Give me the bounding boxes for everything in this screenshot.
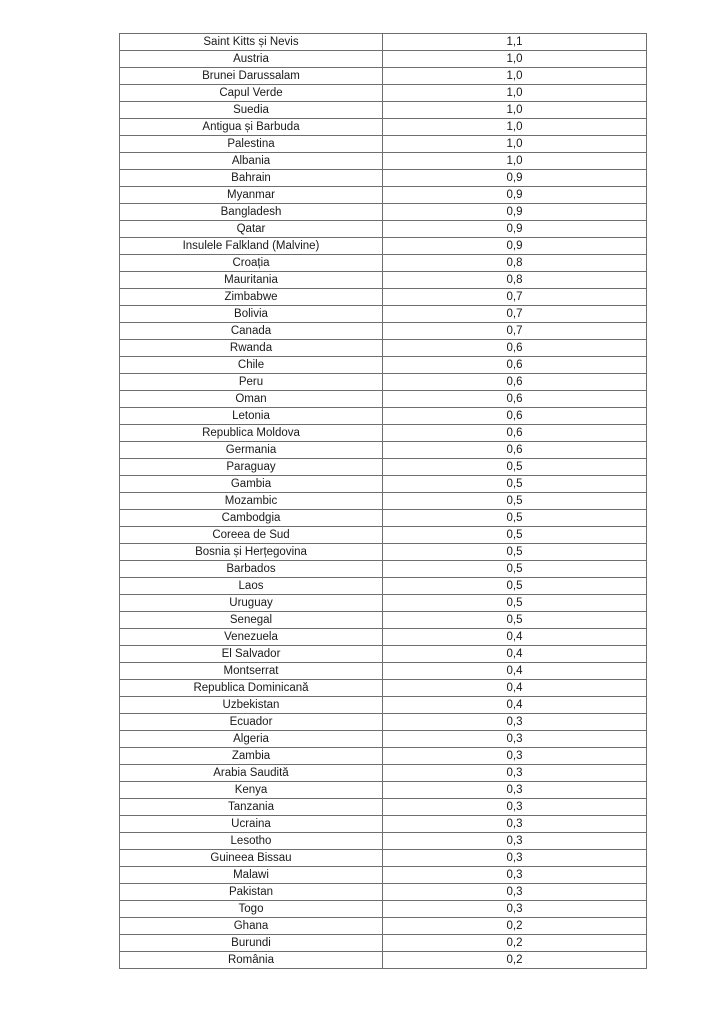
value-cell: 1,0 <box>383 153 647 170</box>
table-row <box>120 527 647 544</box>
country-cell: Montserrat <box>120 663 383 680</box>
value-cell: 0,6 <box>383 391 647 408</box>
value-cell: 0,6 <box>383 425 647 442</box>
country-cell: Tanzania <box>120 799 383 816</box>
value-cell: 0,5 <box>383 595 647 612</box>
value-cell: 0,3 <box>383 799 647 816</box>
value-cell: 0,8 <box>383 255 647 272</box>
country-cell: Bangladesh <box>120 204 383 221</box>
table-row <box>120 476 647 493</box>
country-cell: Letonia <box>120 408 383 425</box>
table-row <box>120 731 647 748</box>
country-cell: Republica Moldova <box>120 425 383 442</box>
country-cell: Bolivia <box>120 306 383 323</box>
table-row <box>120 561 647 578</box>
value-cell: 0,5 <box>383 612 647 629</box>
table-row <box>120 612 647 629</box>
value-cell: 0,5 <box>383 493 647 510</box>
value-cell: 0,7 <box>383 323 647 340</box>
value-cell: 0,4 <box>383 629 647 646</box>
table-row <box>120 748 647 765</box>
country-cell: Algeria <box>120 731 383 748</box>
country-cell: Uruguay <box>120 595 383 612</box>
table-row <box>120 884 647 901</box>
table-row <box>120 765 647 782</box>
country-cell: Burundi <box>120 935 383 952</box>
table-row <box>120 340 647 357</box>
country-cell: Arabia Saudită <box>120 765 383 782</box>
value-cell: 0,8 <box>383 272 647 289</box>
table-row <box>120 578 647 595</box>
country-cell: Republica Dominicană <box>120 680 383 697</box>
country-cell: Germania <box>120 442 383 459</box>
value-cell: 0,6 <box>383 357 647 374</box>
country-cell: Mozambic <box>120 493 383 510</box>
value-cell: 0,5 <box>383 510 647 527</box>
table-row <box>120 408 647 425</box>
value-cell: 1,0 <box>383 68 647 85</box>
value-cell: 0,6 <box>383 442 647 459</box>
value-cell: 0,5 <box>383 527 647 544</box>
country-cell: Ucraina <box>120 816 383 833</box>
table-row <box>120 289 647 306</box>
table-row <box>120 816 647 833</box>
country-cell: Bosnia și Herțegovina <box>120 544 383 561</box>
table-row <box>120 323 647 340</box>
table-row <box>120 595 647 612</box>
value-cell: 0,4 <box>383 697 647 714</box>
value-cell: 0,7 <box>383 306 647 323</box>
value-cell: 0,9 <box>383 238 647 255</box>
value-cell: 0,3 <box>383 816 647 833</box>
country-cell: Kenya <box>120 782 383 799</box>
value-cell: 0,6 <box>383 340 647 357</box>
country-cell: El Salvador <box>120 646 383 663</box>
table-row <box>120 646 647 663</box>
table-row <box>120 833 647 850</box>
table-row <box>120 867 647 884</box>
country-cell: Malawi <box>120 867 383 884</box>
table-row <box>120 153 647 170</box>
country-cell: Saint Kitts și Nevis <box>120 34 383 51</box>
table-row <box>120 221 647 238</box>
table-row <box>120 493 647 510</box>
country-cell: Venezuela <box>120 629 383 646</box>
value-cell: 0,9 <box>383 221 647 238</box>
table-body <box>120 34 647 969</box>
table-row <box>120 68 647 85</box>
value-cell: 0,4 <box>383 663 647 680</box>
country-cell: Cambodgia <box>120 510 383 527</box>
country-cell: Gambia <box>120 476 383 493</box>
value-cell: 0,4 <box>383 646 647 663</box>
value-cell: 1,0 <box>383 85 647 102</box>
value-cell: 0,3 <box>383 901 647 918</box>
country-cell: Coreea de Sud <box>120 527 383 544</box>
country-cell: Palestina <box>120 136 383 153</box>
country-cell: Lesotho <box>120 833 383 850</box>
value-cell: 0,3 <box>383 748 647 765</box>
country-cell: Bahrain <box>120 170 383 187</box>
table-row <box>120 391 647 408</box>
table-row <box>120 510 647 527</box>
country-cell: Barbados <box>120 561 383 578</box>
table-row <box>120 918 647 935</box>
table-row <box>120 629 647 646</box>
value-cell: 0,2 <box>383 918 647 935</box>
table-row <box>120 34 647 51</box>
country-cell: Ecuador <box>120 714 383 731</box>
table-row <box>120 272 647 289</box>
table-row <box>120 255 647 272</box>
country-cell: Chile <box>120 357 383 374</box>
value-cell: 0,5 <box>383 544 647 561</box>
table-row <box>120 714 647 731</box>
country-cell: Ghana <box>120 918 383 935</box>
value-cell: 0,7 <box>383 289 647 306</box>
value-cell: 1,0 <box>383 102 647 119</box>
value-cell: 0,6 <box>383 374 647 391</box>
country-cell: Austria <box>120 51 383 68</box>
value-cell: 1,0 <box>383 136 647 153</box>
table-row <box>120 697 647 714</box>
value-cell: 0,2 <box>383 935 647 952</box>
value-cell: 0,3 <box>383 884 647 901</box>
table-row <box>120 136 647 153</box>
value-cell: 0,9 <box>383 170 647 187</box>
table-row <box>120 935 647 952</box>
value-cell: 0,9 <box>383 187 647 204</box>
country-cell: Brunei Darussalam <box>120 68 383 85</box>
table-row <box>120 544 647 561</box>
country-cell: Senegal <box>120 612 383 629</box>
value-cell: 1,0 <box>383 51 647 68</box>
value-cell: 0,3 <box>383 850 647 867</box>
country-cell: Pakistan <box>120 884 383 901</box>
country-cell: Uzbekistan <box>120 697 383 714</box>
country-cell: Croația <box>120 255 383 272</box>
table-row <box>120 442 647 459</box>
value-cell: 0,2 <box>383 952 647 969</box>
country-cell: Zambia <box>120 748 383 765</box>
value-cell: 1,0 <box>383 119 647 136</box>
table-row <box>120 850 647 867</box>
value-cell: 0,5 <box>383 476 647 493</box>
table-row <box>120 799 647 816</box>
country-cell: Rwanda <box>120 340 383 357</box>
country-cell: Oman <box>120 391 383 408</box>
table-row <box>120 663 647 680</box>
value-cell: 0,3 <box>383 765 647 782</box>
value-cell: 0,5 <box>383 561 647 578</box>
country-cell: România <box>120 952 383 969</box>
value-cell: 0,3 <box>383 867 647 884</box>
value-cell: 0,3 <box>383 714 647 731</box>
table-row <box>120 85 647 102</box>
table-row <box>120 238 647 255</box>
table-row <box>120 952 647 969</box>
value-cell: 1,1 <box>383 34 647 51</box>
table-row <box>120 187 647 204</box>
value-cell: 0,9 <box>383 204 647 221</box>
table-row <box>120 459 647 476</box>
country-cell: Qatar <box>120 221 383 238</box>
country-cell: Suedia <box>120 102 383 119</box>
table-row <box>120 204 647 221</box>
table-row <box>120 306 647 323</box>
value-cell: 0,4 <box>383 680 647 697</box>
table-row <box>120 357 647 374</box>
value-cell: 0,5 <box>383 578 647 595</box>
table-row <box>120 782 647 799</box>
value-cell: 0,6 <box>383 408 647 425</box>
country-cell: Canada <box>120 323 383 340</box>
table-row <box>120 119 647 136</box>
country-cell: Antigua și Barbuda <box>120 119 383 136</box>
country-cell: Capul Verde <box>120 85 383 102</box>
country-cell: Albania <box>120 153 383 170</box>
value-cell: 0,3 <box>383 782 647 799</box>
value-cell: 0,3 <box>383 833 647 850</box>
table-row <box>120 102 647 119</box>
country-cell: Myanmar <box>120 187 383 204</box>
country-values-table <box>119 33 647 969</box>
table-row <box>120 680 647 697</box>
value-cell: 0,3 <box>383 731 647 748</box>
country-cell: Mauritania <box>120 272 383 289</box>
table-row <box>120 425 647 442</box>
table-row <box>120 901 647 918</box>
table-row <box>120 374 647 391</box>
country-cell: Laos <box>120 578 383 595</box>
table-row <box>120 51 647 68</box>
table-row <box>120 170 647 187</box>
country-cell: Zimbabwe <box>120 289 383 306</box>
country-cell: Paraguay <box>120 459 383 476</box>
country-cell: Togo <box>120 901 383 918</box>
country-cell: Guineea Bissau <box>120 850 383 867</box>
value-cell: 0,5 <box>383 459 647 476</box>
country-cell: Insulele Falkland (Malvine) <box>120 238 383 255</box>
country-cell: Peru <box>120 374 383 391</box>
